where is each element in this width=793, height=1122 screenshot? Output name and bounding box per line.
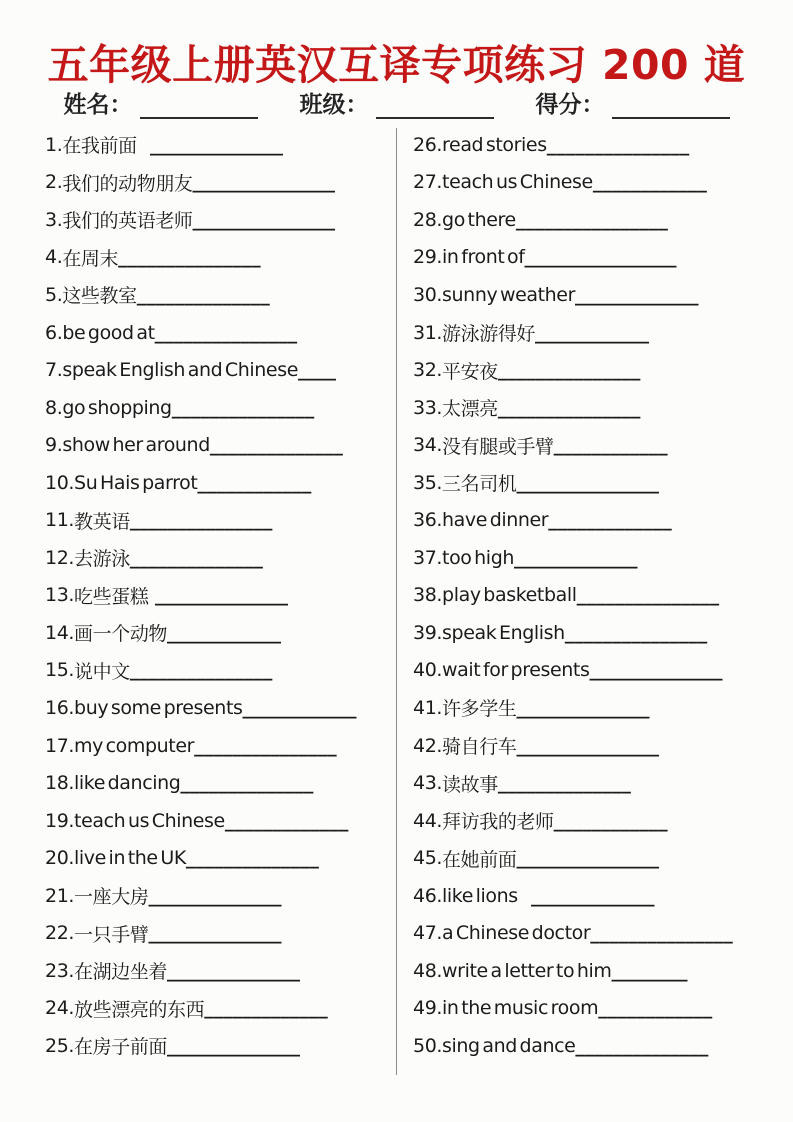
item-phrase: 在房子前面 xyxy=(74,1036,168,1059)
worksheet-item xyxy=(413,614,778,652)
answer-blank: _______________ xyxy=(154,321,298,344)
item-phrase: 去游泳 xyxy=(74,548,130,571)
worksheet-item xyxy=(413,577,778,615)
worksheet-item xyxy=(413,652,778,690)
worksheet-item xyxy=(413,839,778,877)
answer-blank: ______________ xyxy=(148,884,282,907)
worksheet-item xyxy=(413,239,778,277)
score-blank-line xyxy=(612,93,730,119)
item-phrase: buy some presents xyxy=(74,696,243,719)
worksheet-item xyxy=(45,464,390,502)
item-phrase: 吃些蛋糕 xyxy=(74,585,149,608)
answer-blank: _______________ xyxy=(516,847,659,870)
answer-blank: ______________ xyxy=(589,659,723,682)
answer-blank: _____________ xyxy=(204,997,328,1020)
item-number: 23. xyxy=(45,959,75,982)
answer-blank: _______________ xyxy=(194,734,337,757)
answer-blank: _______________ xyxy=(497,396,641,419)
item-phrase: 太漂亮 xyxy=(442,398,498,421)
item-number: 48. xyxy=(413,959,443,982)
answer-blank: ______________ xyxy=(497,772,631,795)
item-phrase: 一座大房 xyxy=(74,886,149,909)
worksheet-item xyxy=(413,764,778,802)
item-phrase: 我们的英语老师 xyxy=(62,210,193,233)
worksheet-item xyxy=(45,952,390,990)
worksheet-item xyxy=(413,1027,778,1065)
worksheet-item xyxy=(45,389,390,427)
item-phrase: 画一个动物 xyxy=(74,623,168,646)
item-number: 44. xyxy=(413,809,443,832)
worksheet-item xyxy=(413,727,778,765)
name-blank-line xyxy=(140,93,258,119)
item-phrase: 在周末 xyxy=(62,247,119,270)
item-number: 13. xyxy=(45,584,75,607)
item-phrase: wait for presents xyxy=(442,659,590,682)
item-phrase: have dinner xyxy=(442,509,549,532)
item-number: 11. xyxy=(45,509,75,532)
item-number: 38. xyxy=(413,584,443,607)
item-phrase: too high xyxy=(442,546,514,569)
item-phrase: in the music room xyxy=(442,997,599,1020)
answer-blank: ____________ xyxy=(598,997,713,1020)
item-number: 22. xyxy=(45,922,75,945)
item-number: 35. xyxy=(413,471,443,494)
item-phrase: 平安夜 xyxy=(442,360,498,383)
item-phrase: 骑自行车 xyxy=(442,736,517,759)
item-number: 19. xyxy=(45,809,75,832)
worksheet-item xyxy=(413,351,778,389)
worksheet-item xyxy=(45,877,390,915)
item-number: 31. xyxy=(413,321,443,344)
item-phrase: my computer xyxy=(74,734,195,757)
header-fields xyxy=(0,86,793,119)
item-phrase: go there xyxy=(442,208,516,231)
answer-blank: ____ xyxy=(298,359,337,382)
item-phrase: go shopping xyxy=(62,396,172,419)
item-phrase: speak English and Chinese xyxy=(62,359,299,382)
worksheet-item xyxy=(413,314,778,352)
worksheet-item xyxy=(413,126,778,164)
item-phrase: 我们的动物朋友 xyxy=(62,172,193,195)
item-number: 10. xyxy=(45,471,75,494)
answer-blank: ____________ xyxy=(197,471,312,494)
item-number: 15. xyxy=(45,659,75,682)
worksheet-item xyxy=(45,164,390,202)
worksheet-item xyxy=(413,952,778,990)
answer-blank: ______________ xyxy=(185,847,319,870)
class-blank-line xyxy=(376,93,494,119)
item-number: 47. xyxy=(413,922,443,945)
item-number: 12. xyxy=(45,546,75,569)
item-phrase: 许多学生 xyxy=(442,698,517,721)
score-field xyxy=(536,86,730,119)
worksheet-item xyxy=(413,539,778,577)
item-number: 30. xyxy=(413,283,443,306)
name-field xyxy=(64,86,258,119)
score-label: 得分： xyxy=(535,91,605,118)
item-phrase: 游泳游得好 xyxy=(442,323,536,345)
worksheet-item xyxy=(413,164,778,202)
item-number: 40. xyxy=(413,659,443,682)
item-number: 26. xyxy=(413,133,443,156)
answer-blank: ____________ xyxy=(592,171,707,194)
item-phrase: teach us Chinese xyxy=(74,809,225,832)
item-number: 34. xyxy=(413,434,443,457)
answer-blank: _______________ xyxy=(576,584,720,607)
item-number: 25. xyxy=(45,1034,75,1057)
item-number: 21. xyxy=(45,884,75,907)
answer-blank: ________________ xyxy=(515,208,668,231)
item-number: 2. xyxy=(45,171,63,194)
worksheet-item xyxy=(45,689,390,727)
item-number: 8. xyxy=(45,396,63,419)
worksheet-item xyxy=(45,351,390,389)
answer-blank: ______________ xyxy=(167,1034,301,1057)
answer-blank: ______________ xyxy=(148,922,282,945)
answer-blank: _______________ xyxy=(192,171,336,194)
worksheet-item xyxy=(413,990,778,1028)
item-phrase: a Chinese doctor xyxy=(442,922,591,945)
item-phrase: sunny weather xyxy=(442,283,576,306)
worksheet-item xyxy=(413,877,778,915)
item-phrase: 在她前面 xyxy=(442,848,517,871)
item-number: 41. xyxy=(413,696,443,719)
item-number: 17. xyxy=(45,734,75,757)
item-number: 4. xyxy=(45,246,63,269)
worksheet-item xyxy=(413,464,778,502)
item-phrase: write a letter to him xyxy=(442,959,612,982)
item-number: 32. xyxy=(413,359,443,382)
class-label: 班级： xyxy=(299,91,369,118)
item-phrase: 说中文 xyxy=(74,660,130,683)
worksheet-item xyxy=(45,802,390,840)
worksheet-item xyxy=(413,426,778,464)
item-phrase: like lions xyxy=(442,884,518,907)
answer-blank: _____________ xyxy=(575,283,699,306)
worksheet-item xyxy=(45,614,390,652)
answer-blank: ____________ xyxy=(553,809,668,832)
worksheet-item xyxy=(413,501,778,539)
answer-blank: _______________ xyxy=(129,509,273,532)
name-label: 姓名： xyxy=(63,91,133,118)
answer-blank: ____________ xyxy=(242,696,357,719)
item-number: 50. xyxy=(413,1034,443,1057)
worksheet-item xyxy=(45,727,390,765)
answer-blank: ____________ xyxy=(535,321,650,344)
worksheet-item xyxy=(413,201,778,239)
answer-blank: ______________ xyxy=(129,546,263,569)
answer-blank: ______________ xyxy=(516,696,650,719)
worksheet-item xyxy=(413,914,778,952)
item-number: 14. xyxy=(45,621,75,644)
worksheet-item xyxy=(45,501,390,539)
item-phrase: be good at xyxy=(62,321,155,344)
worksheet-item xyxy=(45,276,390,314)
item-phrase: show her around xyxy=(62,434,210,457)
worksheet-item xyxy=(413,802,778,840)
answer-blank: _______________ xyxy=(171,396,315,419)
item-phrase: live in the UK xyxy=(74,847,186,870)
answer-blank: ______________ xyxy=(180,772,314,795)
answer-blank: ____________ xyxy=(553,434,668,457)
answer-blank: _______________ xyxy=(118,246,261,269)
item-phrase: 这些教室 xyxy=(62,285,137,308)
item-number: 5. xyxy=(45,283,63,306)
worksheet-item xyxy=(45,652,390,690)
item-phrase: teach us Chinese xyxy=(442,171,593,194)
answer-blank: ____________ xyxy=(167,621,282,644)
item-number: 28. xyxy=(413,208,443,231)
item-phrase: read stories xyxy=(442,133,547,156)
worksheet-item xyxy=(45,539,390,577)
worksheet-item xyxy=(45,764,390,802)
answer-blank: _______________ xyxy=(590,922,733,945)
worksheet-item xyxy=(45,577,390,615)
worksheet-item xyxy=(413,389,778,427)
item-phrase: in front of xyxy=(442,246,525,269)
item-number: 9. xyxy=(45,434,63,457)
answer-blank: _______________ xyxy=(546,133,690,156)
item-number: 33. xyxy=(413,396,443,419)
item-number: 43. xyxy=(413,772,443,795)
item-number: 6. xyxy=(45,321,63,344)
answer-blank: ______________ xyxy=(136,283,270,306)
answer-blank: ______________ xyxy=(136,133,283,156)
item-number: 1. xyxy=(45,133,63,156)
worksheet-item xyxy=(45,914,390,952)
item-phrase: 没有腿或手臂 xyxy=(442,435,554,458)
answer-blank: _______________ xyxy=(192,208,336,231)
item-phrase: 放些漂亮的东西 xyxy=(74,998,205,1021)
worksheet-item xyxy=(45,839,390,877)
item-phrase: speak English xyxy=(442,621,565,644)
item-phrase: play basketball xyxy=(442,584,577,607)
item-number: 7. xyxy=(45,359,63,382)
item-number: 36. xyxy=(413,509,443,532)
item-phrase: like dancing xyxy=(74,772,181,795)
item-phrase: sing and dance xyxy=(442,1034,576,1057)
answer-blank: _______________ xyxy=(516,734,659,757)
item-phrase: 在我前面 xyxy=(62,135,137,158)
item-number: 37. xyxy=(413,546,443,569)
worksheet-item xyxy=(45,314,390,352)
answer-blank: ______________ xyxy=(167,959,301,982)
item-number: 49. xyxy=(413,997,443,1020)
answer-blank: _____________ xyxy=(548,509,672,532)
item-number: 16. xyxy=(45,696,75,719)
item-number: 42. xyxy=(413,734,443,757)
worksheet-item xyxy=(45,1027,390,1065)
answer-blank: _______________ xyxy=(129,659,273,682)
item-phrase: 教英语 xyxy=(74,510,130,533)
worksheet-item xyxy=(45,201,390,239)
items-column-left xyxy=(45,126,390,1065)
worksheet-item xyxy=(413,689,778,727)
item-phrase: Su Hais parrot xyxy=(74,471,198,494)
answer-blank: _______________ xyxy=(564,621,708,644)
page-title: 五年级上册英汉互译专项练习 200 道 xyxy=(47,41,746,89)
class-field xyxy=(300,86,494,119)
answer-blank: _______________ xyxy=(497,359,641,382)
worksheet-item xyxy=(45,126,390,164)
worksheet-item xyxy=(413,276,778,314)
item-number: 29. xyxy=(413,246,443,269)
item-phrase: 三名司机 xyxy=(442,473,517,496)
answer-blank: _____________ xyxy=(224,809,349,832)
item-number: 27. xyxy=(413,171,443,194)
item-number: 46. xyxy=(413,884,443,907)
answer-blank: _____________ xyxy=(514,546,638,569)
item-phrase: 在湖边坐着 xyxy=(74,961,168,984)
items-column-right xyxy=(413,126,778,1065)
column-divider xyxy=(396,128,397,1075)
answer-blank: ______________ xyxy=(575,1034,709,1057)
worksheet-item xyxy=(45,426,390,464)
item-number: 39. xyxy=(413,621,443,644)
item-number: 24. xyxy=(45,997,75,1020)
item-number: 3. xyxy=(45,208,63,231)
answer-blank: ______________ xyxy=(209,434,343,457)
worksheet-item xyxy=(45,990,390,1028)
item-number: 45. xyxy=(413,847,443,870)
answer-blank: ______________ xyxy=(148,584,289,607)
item-phrase: 读故事 xyxy=(442,773,498,796)
answer-blank: ________________ xyxy=(524,246,677,269)
item-number: 20. xyxy=(45,847,75,870)
item-number: 18. xyxy=(45,772,75,795)
answer-blank: ________ xyxy=(611,959,688,982)
item-phrase: 一只手臂 xyxy=(74,923,149,946)
worksheet-item xyxy=(45,239,390,277)
answer-blank: _____________ xyxy=(517,884,655,907)
answer-blank: _______________ xyxy=(516,471,659,494)
item-phrase: 拜访我的老师 xyxy=(442,811,554,834)
